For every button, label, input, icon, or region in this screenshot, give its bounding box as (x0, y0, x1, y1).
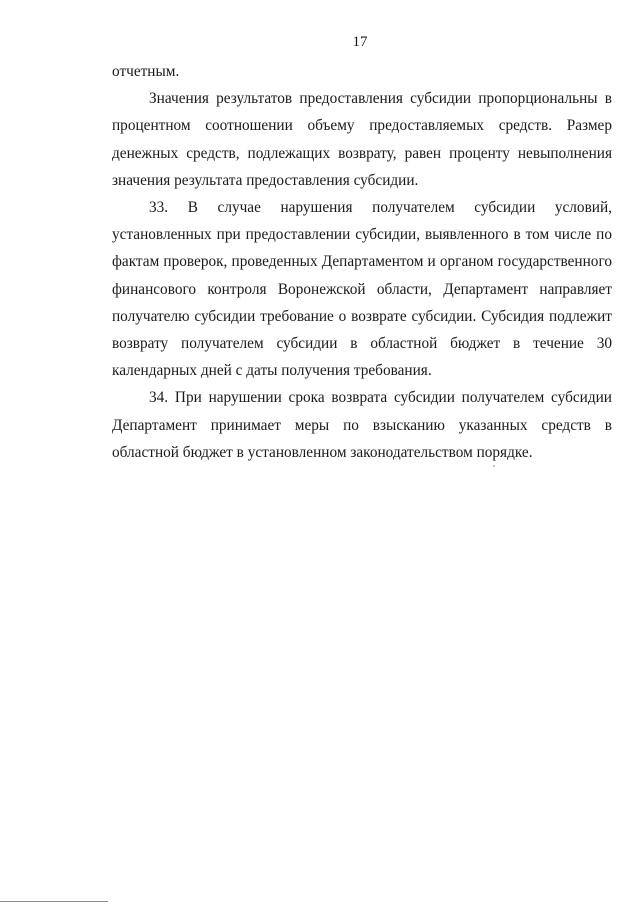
paragraph-results-proportional: Значения результатов предоставления субсидии пропорциональны в процентном соотношении объему предоставляемых средств. Размер денежных средств, подлежащих возврату, равен проценту невыполнения значения результата предоставления субсидии. (112, 90, 612, 189)
paragraph-continuation: отчетным. (112, 63, 180, 80)
scan-speck (493, 465, 495, 467)
page-number: 17 (352, 34, 368, 50)
paragraph-clause-34: 34. При нарушении срока возврата субсидии получателем субсидии Департамент принимает меры по взысканию указанных средств в областной бюджет в установленном законодательством порядке. (112, 389, 612, 461)
document-body (112, 58, 612, 466)
footer-rule (0, 901, 108, 902)
paragraph-clause-33: 33. В случае нарушения получателем субсидии условий, установленных при предоставлении субсидии, выявленного в том числе по фактам проверок, проведенных Департаментом и органом государственного финансового контроля Воронежской области, Департамент направляет получателю субсидии требование о возврате субсидии. Субсидия подлежит возврату получателем субсидии в областной бюджет в течение 30 календарных дней с даты получения требования. (112, 199, 612, 380)
